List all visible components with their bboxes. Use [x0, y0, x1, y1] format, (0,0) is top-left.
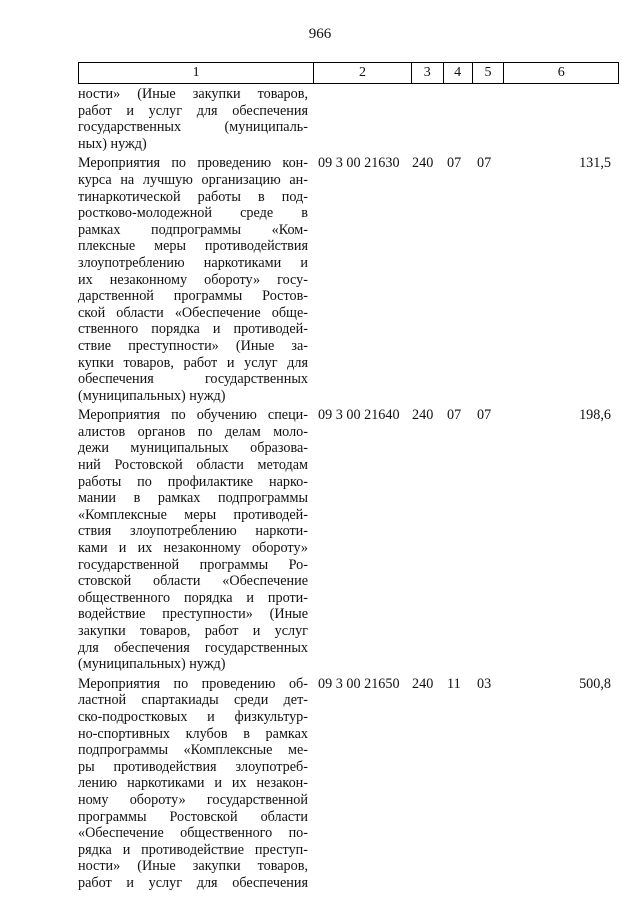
cell-expense-type: 240	[412, 155, 434, 172]
description-line: государственной программы Ро-	[78, 556, 308, 573]
description-line: дежи муниципальных образова-	[78, 440, 308, 457]
description-line: но-спортивных клубов в рамках	[78, 725, 308, 742]
description-line: работ и услуг для обеспечения	[78, 102, 308, 119]
description-line: ствие преступности» (Иные за-	[78, 337, 308, 354]
description-line: рядка и противодействие преступ-	[78, 841, 308, 858]
description-line: ской области «Обеспечение обще-	[78, 304, 308, 321]
description-line: купки товаров, работ и услуг для	[78, 354, 308, 371]
header-col-4: 4	[444, 63, 473, 83]
description-line: государственных (муниципаль-	[78, 119, 308, 136]
description-line: ско-подростковых и физкультур-	[78, 708, 308, 725]
cell-amount: 500,8	[579, 675, 611, 692]
description-line: Мероприятия по проведению об-	[78, 675, 308, 692]
table-header-row	[78, 62, 619, 84]
cell-subsection: 07	[477, 407, 492, 424]
description-line: ности» (Иные закупки товаров,	[78, 86, 308, 102]
cell-amount: 131,5	[579, 155, 611, 172]
description-line: ствия злоупотреблению наркоти-	[78, 523, 308, 540]
description-line: Мероприятия по проведению кон-	[78, 155, 308, 172]
description-line: водействие преступности» (Иные	[78, 606, 308, 623]
row-description	[78, 155, 314, 404]
cell-target-code: 09 3 00 21630	[318, 155, 400, 172]
budget-table	[78, 62, 619, 892]
description-line: обеспечения государственных	[78, 371, 308, 388]
cell-subsection: 07	[477, 155, 492, 172]
description-line: общественного порядка и проти-	[78, 589, 308, 606]
header-col-6: 6	[557, 65, 565, 80]
row-description	[78, 86, 314, 152]
description-line: алистов органов по делам моло-	[78, 423, 308, 440]
description-line: курса на лучшую организацию ан-	[78, 171, 308, 188]
description-line: «Комплексные меры противодей-	[78, 506, 308, 523]
description-line: Мероприятия по обучению специ-	[78, 407, 308, 424]
header-col-2: 2	[314, 63, 412, 83]
description-line: рамках подпрограммы «Ком-	[78, 221, 308, 238]
cell-amount: 198,6	[579, 407, 611, 424]
description-line: мании в рамках подпрограммы	[78, 490, 308, 507]
description-line: тинаркотической работы в под-	[78, 188, 308, 205]
header-col-1: 1	[79, 63, 314, 83]
page-number: 966	[308, 26, 332, 42]
description-line: для обеспечения государственных	[78, 639, 308, 656]
row-description	[78, 407, 314, 673]
description-line: ками и их незаконному обороту»	[78, 540, 308, 557]
table-row	[78, 86, 619, 152]
description-line: (муниципальных) нужд)	[78, 387, 226, 404]
description-line: работ и услуг для обеспечения	[78, 874, 308, 891]
description-line: «Обеспечение общественного по-	[78, 825, 308, 842]
cell-subsection: 03	[477, 675, 492, 692]
description-line: лению наркотиками и их незакон-	[78, 775, 308, 792]
description-line: подпрограммы «Комплексные ме-	[78, 742, 308, 759]
cell-section: 11	[447, 675, 461, 692]
table-row	[78, 155, 619, 404]
cell-target-code: 09 3 00 21650	[318, 675, 400, 692]
description-line: ры противодействия злоупотреб-	[78, 758, 308, 775]
description-line: ний Ростовской области методам	[78, 457, 308, 474]
description-line: ростково-молодежной среде в	[78, 205, 308, 222]
description-line: злоупотреблению наркотиками и	[78, 254, 308, 271]
description-line: их незаконному обороту» госу-	[78, 271, 308, 288]
cell-section: 07	[447, 407, 462, 424]
description-line: плексные меры противодействия	[78, 238, 308, 255]
description-line: дарственной программы Ростов-	[78, 288, 308, 305]
description-line: ному обороту» государственной	[78, 791, 308, 808]
description-line: ластной спартакиады среди дет-	[78, 692, 308, 709]
table-body	[78, 86, 619, 892]
description-line: программы Ростовской области	[78, 808, 308, 825]
cell-section: 07	[447, 155, 462, 172]
description-line: работы по профилактике нарко-	[78, 473, 308, 490]
description-line: ности» (Иные закупки товаров,	[78, 858, 308, 875]
table-row	[78, 407, 619, 673]
cell-expense-type: 240	[412, 407, 434, 424]
table-row	[78, 676, 619, 892]
description-line: стовской области «Обеспечение	[78, 573, 308, 590]
cell-expense-type: 240	[412, 675, 434, 692]
description-line: (муниципальных) нужд)	[78, 656, 226, 673]
description-line: ственного порядка и противодей-	[78, 321, 308, 338]
row-description	[78, 676, 314, 892]
header-col-3: 3	[412, 63, 444, 83]
header-col-5: 5	[473, 63, 505, 83]
cell-target-code: 09 3 00 21640	[318, 407, 400, 424]
description-line: закупки товаров, работ и услуг	[78, 623, 308, 639]
description-line: ных) нужд)	[78, 135, 147, 152]
